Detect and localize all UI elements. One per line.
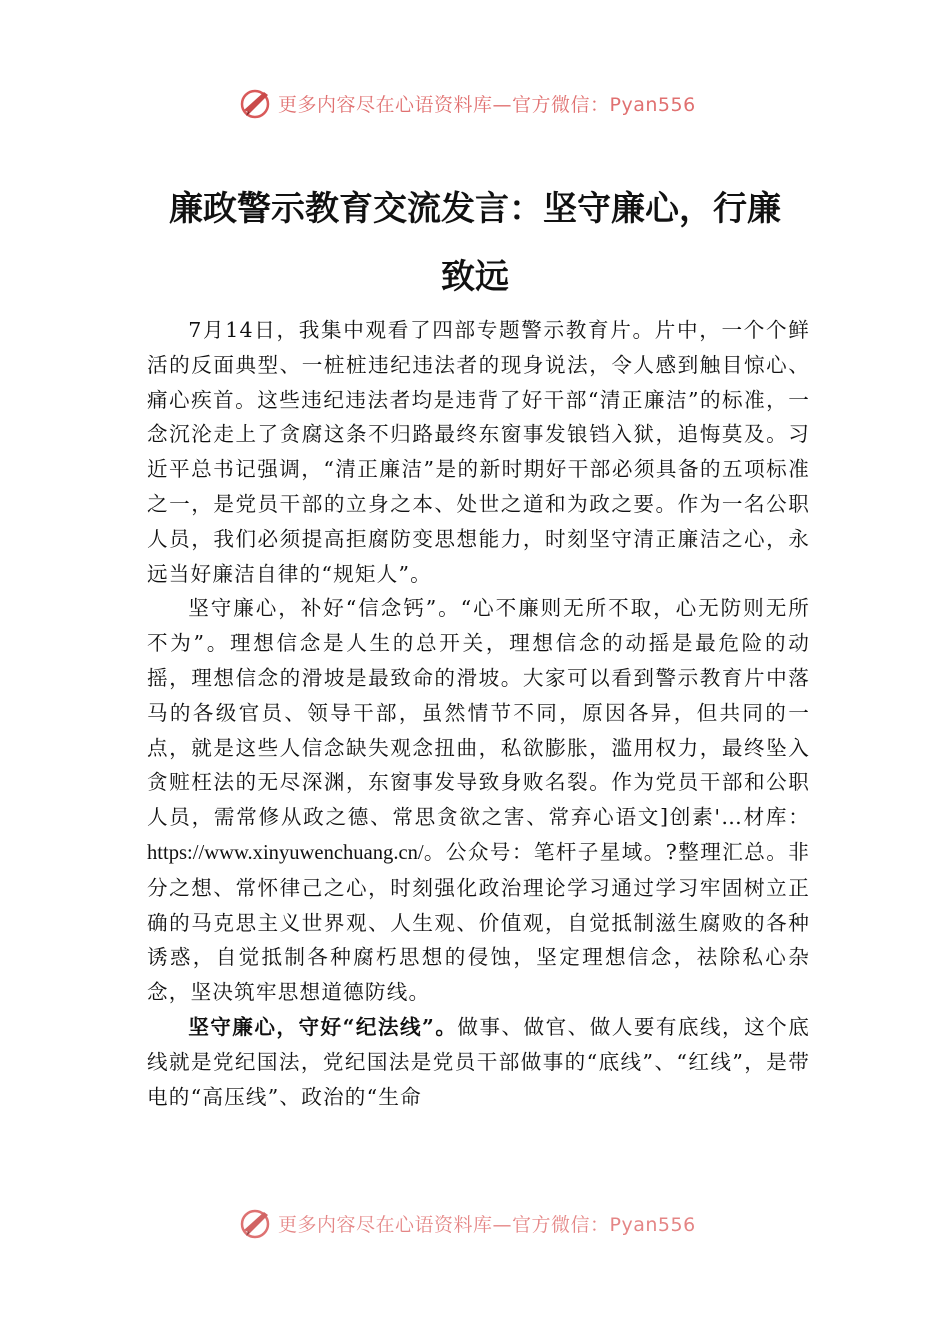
paragraph-2-part-b: 。公众号：笔杆子星域。?整理汇总。非分之想、常怀律己之心，时刻强化政治理论学习通过学习牢固树立正确的马克思主义世界观、人生观、价值观，自觉抵制滋生腐败的各种诱惑，自觉抵制各种腐朽思想的侵蚀，坚定理想信念，祛除私心杂念，坚决筑牢思想道德防线。	[147, 839, 810, 1005]
watermark-header	[238, 86, 696, 120]
pen-logo-icon	[238, 1206, 274, 1240]
watermark-footer	[238, 1206, 696, 1240]
document-title-line-2: 致远	[441, 257, 509, 297]
watermark-text: 更多内容尽在心语资料库—官方微信：Pyan556	[278, 93, 696, 116]
document-body	[147, 313, 810, 1114]
paragraph-3-heading: 坚守廉心，守好“纪法线”。	[188, 1014, 458, 1039]
document-title-line-1: 廉政警示教育交流发言：坚守廉心，行廉	[169, 189, 781, 229]
paragraph-2	[147, 591, 810, 1010]
paragraph-1: 7月14日，我集中观看了四部专题警示教育片。片中，一个个鲜活的反面典型、一桩桩违纪违法者的现身说法，令人感到触目惊心、痛心疾首。这些违纪违法者均是违背了好干部“清正廉洁”的标准，一念沉沦走上了贪腐这条不归路最终东窗事发锒铛入狱，追悔莫及。习近平总书记强调，“清正廉洁”是的新时期好干部必须具备的五项标准之一，是党员干部的立身之本、处世之道和为政之要。作为一名公职人员，我们必须提高拒腐防变思想能力，时刻坚守清正廉洁之心，永远当好廉洁自律的“规矩人”。	[147, 318, 810, 586]
paragraph-2-part-a: 坚守廉心，补好“信念钙”。“心不廉则无所不取，心无防则无所不为”。理想信念是人生的总开关，理想信念的动摇是最危险的动摇，理想信念的滑坡是最致命的滑坡。大家可以看到警示教育片中落马的各级官员、领导干部，虽然情节不同，原因各异，但共同的一点，就是这些人信念缺失观念扭曲，私欲膨胀，滥用权力，最终坠入贪赃枉法的无尽深渊，东窗事发导致身败名裂。作为党员干部和公职人员，需常修从政之德、常思贪欲之害、常弃心语文]创素'…材库：	[147, 596, 810, 830]
pen-logo-icon	[238, 86, 274, 120]
website-url: https://www.xinyuwenchuang.cn/	[147, 841, 424, 864]
paragraph-3	[147, 1010, 810, 1114]
watermark-text: 更多内容尽在心语资料库—官方微信：Pyan556	[278, 1213, 696, 1236]
paragraph-3-text: 做事、做官、做人要有底线，这个底线就是党纪国法，党纪国法是党员干部做事的“底线”、“红线”，是带电的“高压线”、政治的“生命	[147, 1014, 810, 1109]
